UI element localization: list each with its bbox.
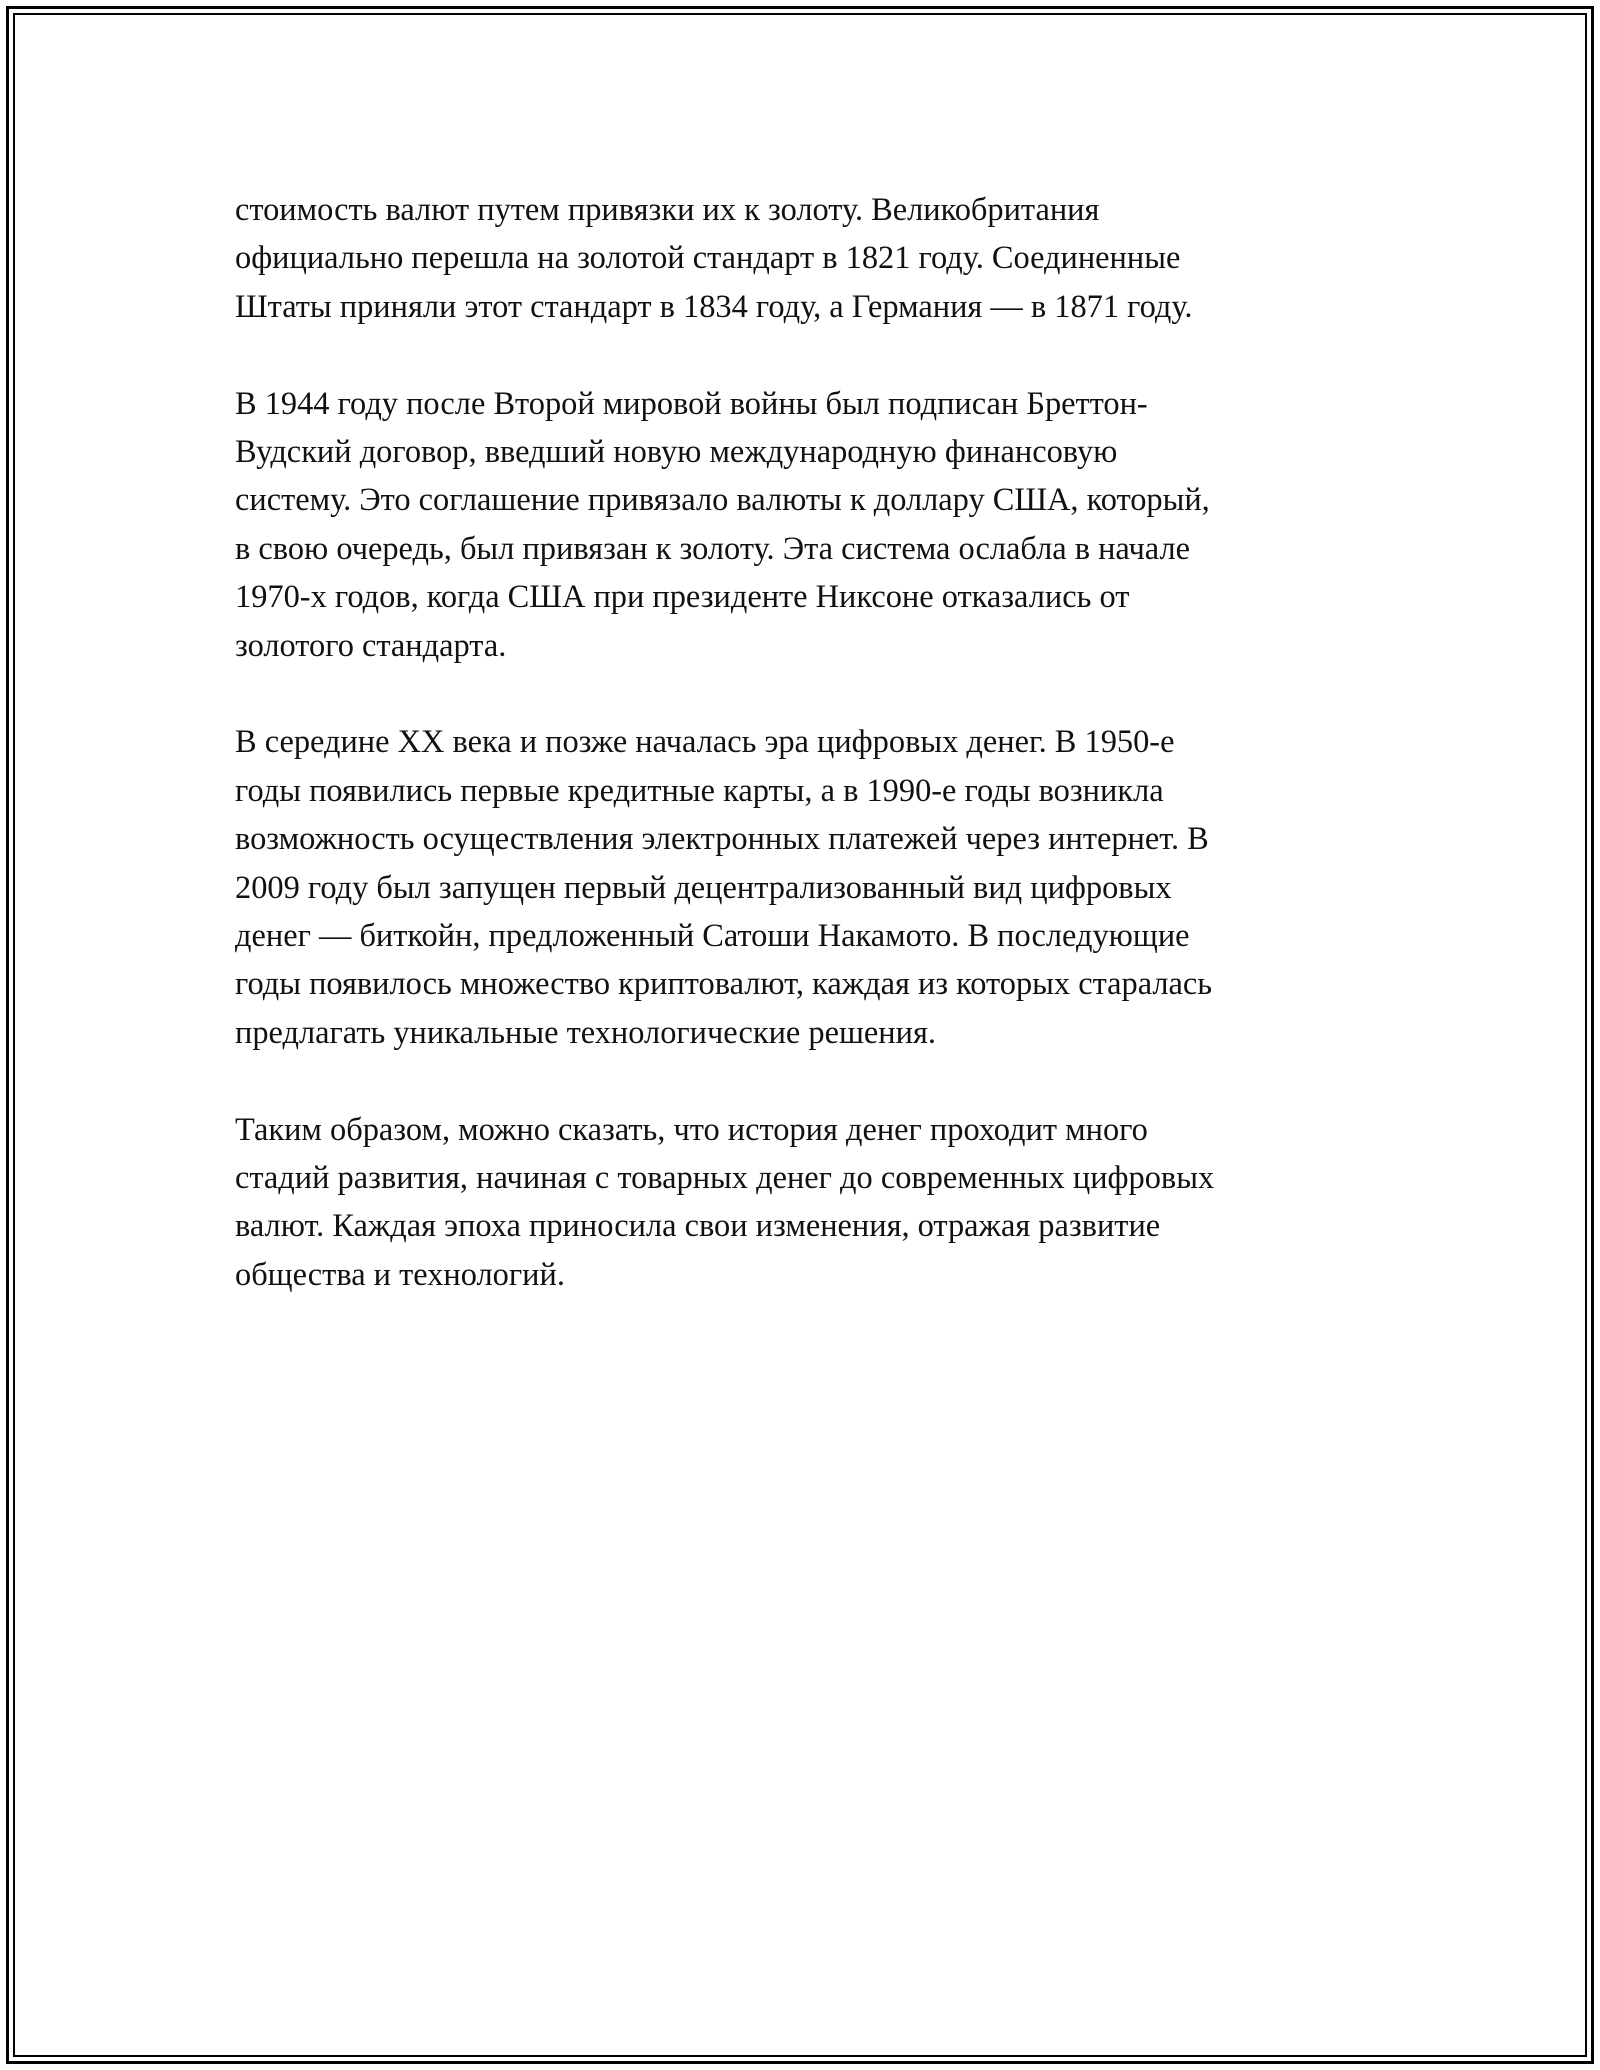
text-line: официально перешла на золотой стандарт в 1821 году. Соединенные [235, 240, 1181, 277]
text-line: возможность осуществления электронных платежей через интернет. В [235, 821, 1209, 858]
paragraph [235, 380, 1370, 670]
text-line: золотого стандарта. [235, 627, 507, 664]
paragraph [235, 718, 1370, 1057]
text-line: Таким образом, можно сказать, что история денег проходит много [235, 1111, 1148, 1148]
text-line: годы появились первые кредитные карты, а в 1990-е годы возникла [235, 772, 1164, 809]
text-line: годы появилось множество криптовалют, каждая из которых старалась [235, 966, 1213, 1003]
text-line: систему. Это соглашение привязало валюты к доллару США, который, [235, 482, 1210, 519]
text-line: общества и технологий. [235, 1256, 565, 1293]
text-line: Вудский договор, введший новую международную финансовую [235, 434, 1118, 471]
text-line: В 1944 году после Второй мировой войны был подписан Бреттон- [235, 385, 1148, 422]
text-line: Штаты приняли этот стандарт в 1834 году, а Германия — в 1871 году. [235, 288, 1193, 325]
paragraph [235, 1106, 1370, 1300]
text-line: 1970-х годов, когда США при президенте Никсоне отказались от [235, 579, 1130, 616]
text-line: стадий развития, начиная с товарных денег до современных цифровых [235, 1160, 1215, 1197]
text-line: в свою очередь, был привязан к золоту. Эта система ослабла в начале [235, 530, 1190, 567]
text-line: валют. Каждая эпоха приносила свои изменения, отражая развитие [235, 1208, 1161, 1245]
text-line: предлагать уникальные технологические решения. [235, 1014, 936, 1051]
text-line: денег — биткойн, предложенный Сатоши Накамото. В последующие [235, 918, 1190, 955]
text-line: 2009 году был запущен первый децентрализованный вид цифровых [235, 869, 1172, 906]
paragraph [235, 186, 1370, 331]
text-line: стоимость валют путем привязки их к золоту. Великобритания [235, 192, 1100, 228]
text-line: В середине XX века и позже началась эра цифровых денег. В 1950-е [235, 724, 1175, 761]
document-body [235, 186, 1370, 1348]
